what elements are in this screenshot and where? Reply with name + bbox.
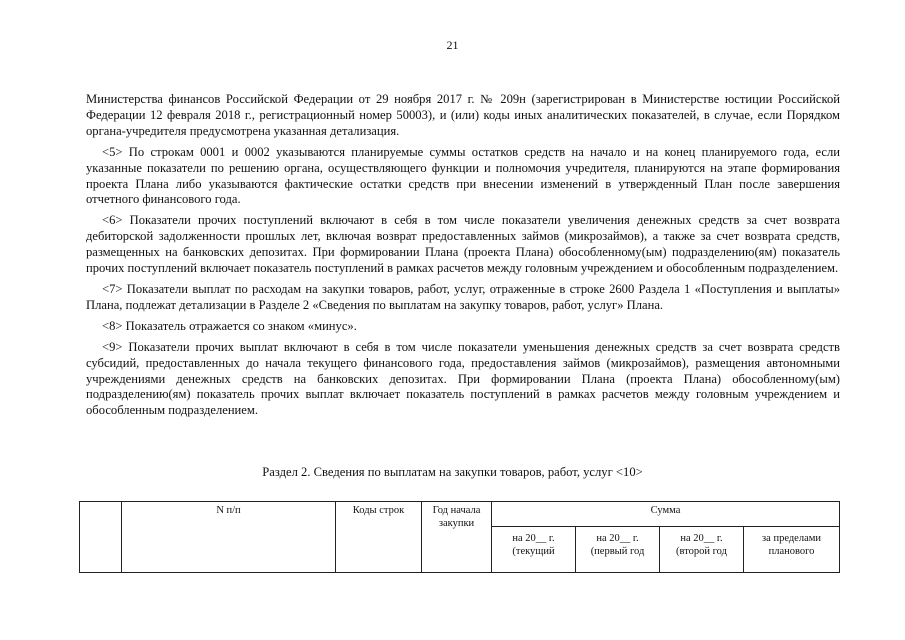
header-second-plan-year: на 20__ г. (второй год (660, 527, 744, 573)
header-sum: Сумма (492, 502, 840, 527)
purchase-payments-table (79, 501, 840, 573)
header-row-number: N п/п (122, 502, 336, 573)
paragraph: <7> Показатели выплат по расходам на закупки товаров, работ, услуг, отраженные в строке 2600 Раздела 1 «Поступления и выплаты» Плана, подлежат детализации в Разделе 2 «Сведения по выплатам на закупку товаров, работ, услуг» Плана. (86, 281, 840, 312)
paragraph: <5> По строкам 0001 и 0002 указываются планируемые суммы остатков средств на начало и на конец планируемого года, если указанные показатели по решению органа, осуществляющего функции и полномочия учредителя, планируются на этапе формирования проекта Плана либо указываются фактические остатки средств при внесении изменений в утвержденный План после завершения отчетного финансового года. (86, 144, 840, 207)
page-number: 21 (446, 38, 459, 52)
header-purchase-year: Год начала закупки (422, 502, 492, 573)
paragraph: <9> Показатели прочих выплат включают в себя в том числе показатели уменьшения денежных средств за счет возврата средств субсидий, предоставленных до начала текущего финансового года, предоставления займов (микрозаймов), размещения автономными учреждениями денежных средств на банковских депозитах. При формировании Плана (проекта Плана) обособленному(ым) подразделению(ям) показатель прочих выплат включает показатель поступлений в рамках расчетов между головным учреждением и обособленным подразделением. (86, 339, 840, 418)
header-current-year: на 20__ г. (текущий (492, 527, 576, 573)
blank-header-cell (80, 502, 122, 573)
paragraph: Министерства финансов Российской Федерации от 29 ноября 2017 г. № 209н (зарегистрирован в Министерстве юстиции Российской Федерации 12 февраля 2018 г., регистрационный номер 50003), и (или) коды иных аналитических показателей, в случае, если Порядком органа-учредителя предусмотрена указанная детализация. (86, 92, 840, 138)
paragraph: <6> Показатели прочих поступлений включают в себя в том числе показатели увеличения денежных средств за счет возврата дебиторской задолженности прошлых лет, включая возврат предоставленных займов (микрозаймов), а также за счет возврата средств, размещенных на банковских депозитах. При формировании Плана (проекта Плана) обособленному(ым) подразделению(ям) показатель прочих поступлений включает показатель поступлений в рамках расчетов между головным учреждением и обособленным подразделением. (86, 213, 840, 276)
section-title: Раздел 2. Сведения по выплатам на закупки товаров, работ, услуг <10> (262, 465, 643, 479)
paragraph: <8> Показатель отражается со знаком «минус». (102, 318, 357, 333)
header-first-plan-year: на 20__ г. (первый год (576, 527, 660, 573)
header-beyond-plan: за пределами планового (744, 527, 840, 573)
body-text (86, 92, 840, 424)
header-row-codes: Коды строк (336, 502, 422, 573)
